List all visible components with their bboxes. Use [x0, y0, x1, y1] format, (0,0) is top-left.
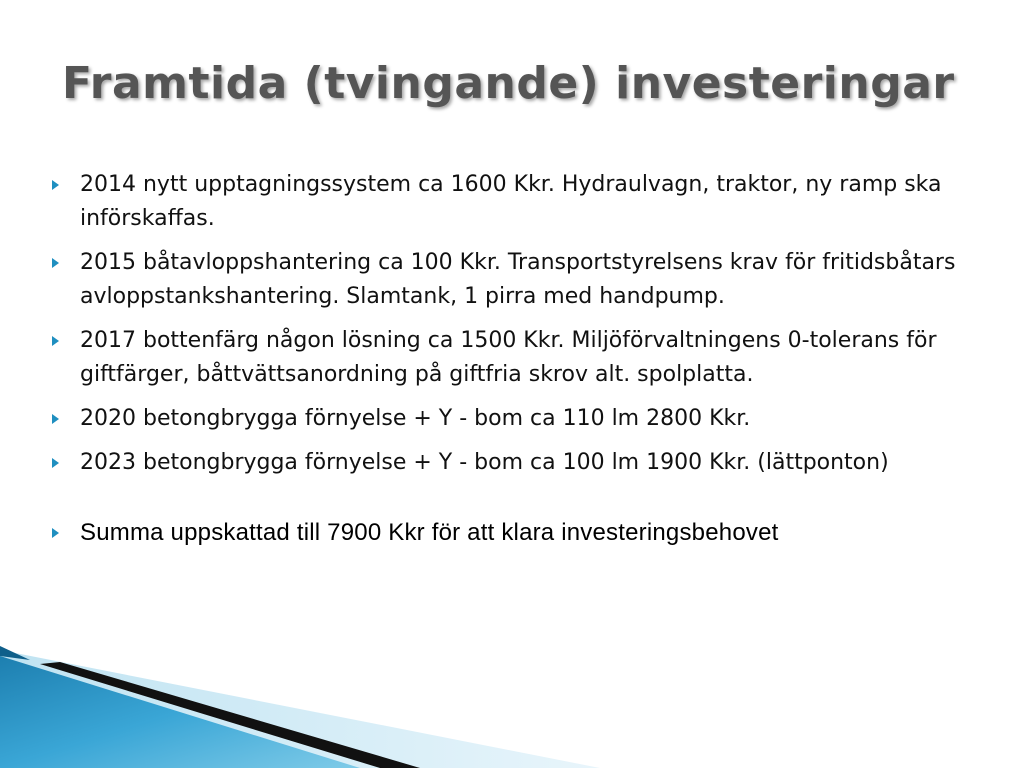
bullet-item — [52, 402, 992, 436]
bullet-text: 2020 betongbrygga förnyelse + Y - bom ca 110 lm 2800 Kkr. — [80, 406, 751, 431]
bullet-list — [52, 168, 992, 560]
triangle-right-icon — [52, 528, 59, 538]
decorative-swoosh — [0, 638, 1024, 768]
slide-title: Framtida (tvingande) investeringar — [62, 58, 955, 109]
triangle-right-icon — [52, 180, 59, 190]
bullet-item — [52, 324, 992, 392]
summary-text: Summa uppskattad till 7900 Kkr för att klara investeringsbehovet — [80, 519, 779, 546]
bullet-text: 2023 betongbrygga förnyelse + Y - bom ca 100 lm 1900 Kkr. (lättponton) — [80, 450, 889, 475]
summary-bullet — [52, 516, 992, 550]
triangle-right-icon — [52, 258, 59, 268]
bullet-item — [52, 246, 992, 314]
bullet-text: 2017 bottenfärg någon lösning ca 1500 Kkr. Miljöförvaltningens 0-tolerans för giftfärger, båttvättsanordning på giftfria skrov alt. spolplatta. — [80, 328, 937, 387]
triangle-right-icon — [52, 336, 59, 346]
triangle-right-icon — [52, 458, 59, 468]
triangle-right-icon — [52, 414, 59, 424]
bullet-text: 2014 nytt upptagningssystem ca 1600 Kkr. Hydraulvagn, traktor, ny ramp ska införskaffas. — [80, 172, 942, 231]
bullet-text: 2015 båtavloppshantering ca 100 Kkr. Transportstyrelsens krav för fritidsbåtars avloppstankshantering. Slamtank, 1 pirra med handpump. — [80, 250, 956, 309]
bullet-item — [52, 446, 992, 480]
bullet-item — [52, 168, 992, 236]
